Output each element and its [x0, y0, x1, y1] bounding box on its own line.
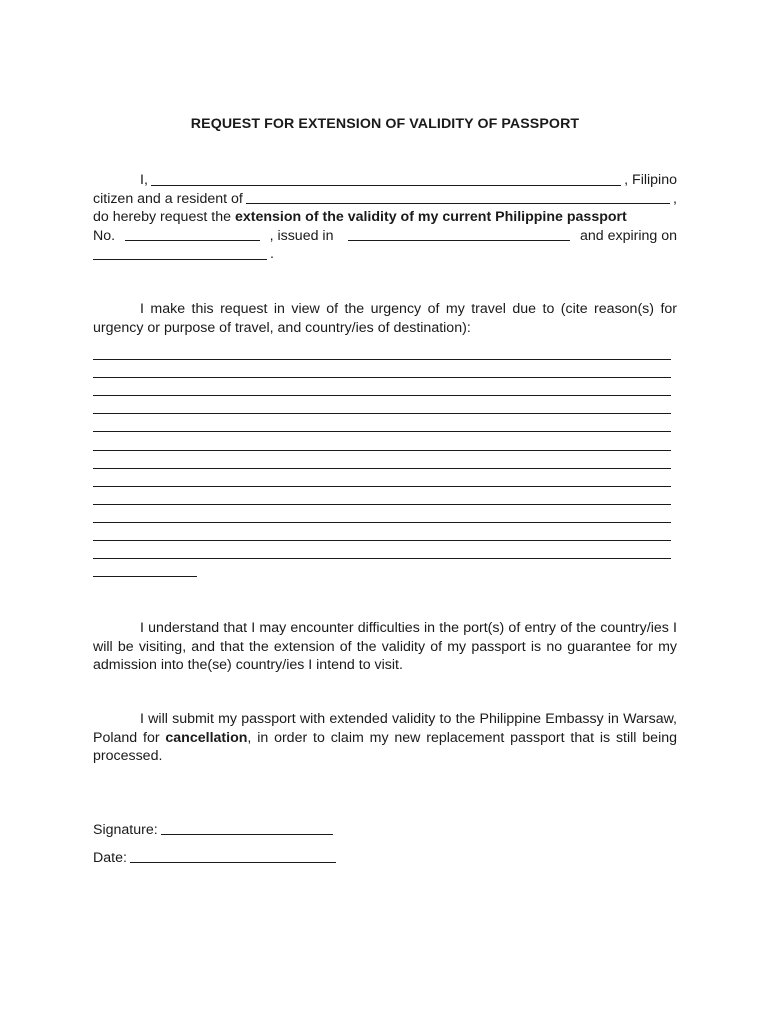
reason-line[interactable] [93, 414, 671, 432]
issued-in-label: , issued in [269, 227, 334, 244]
reason-line[interactable] [93, 505, 671, 523]
reason-line[interactable] [93, 469, 671, 487]
reason-line[interactable] [93, 360, 671, 378]
passport-number-field[interactable] [125, 227, 260, 242]
passport-details-line [93, 227, 677, 246]
expiry-date-field[interactable] [93, 245, 267, 260]
residence-field[interactable] [246, 190, 670, 205]
submission-text-bold: cancellation [165, 729, 248, 746]
expiry-line [93, 245, 677, 264]
signature-line [93, 820, 333, 838]
reason-line[interactable] [93, 378, 671, 396]
reason-line[interactable] [93, 487, 671, 505]
reason-lines[interactable] [93, 342, 671, 577]
submission-text-pre: I will submit my passport with extended validity to the Philippine Embassy in Warsaw, Poland for [93, 711, 677, 746]
submission-text-post: , in order to claim my new replacement passport that is still being processed. [93, 729, 677, 765]
reason-line[interactable] [93, 541, 671, 559]
expiry-period: . [270, 246, 274, 263]
signature-label: Signature: [93, 822, 158, 838]
request-line [93, 208, 677, 227]
reason-text: I make this request in view of the urgency of my travel due to (cite reason(s) for urgency or purpose of travel, and country/ies of destination): [93, 301, 677, 336]
full-name-field[interactable] [151, 171, 621, 186]
reason-line[interactable] [93, 432, 671, 450]
name-line [93, 171, 677, 190]
understanding-text: I understand that I may encounter difficulties in the port(s) of entry of the country/ies I will be visiting, and that the extension of the validity of my passport is no guarantee for my admission into the(se) country/ies I intend to visit. [93, 620, 677, 674]
issued-in-field[interactable] [348, 227, 570, 242]
request-bold-text: extension of the validity of my current Philippine passport [234, 209, 627, 226]
understanding-paragraph [93, 619, 677, 675]
submission-paragraph [93, 710, 677, 766]
reason-paragraph [93, 300, 677, 337]
reason-line-short[interactable] [93, 559, 197, 577]
residence-comma: , [673, 190, 677, 207]
residence-line [93, 190, 677, 209]
reason-line[interactable] [93, 342, 671, 360]
reason-line[interactable] [93, 523, 671, 541]
reason-line[interactable] [93, 451, 671, 469]
i-label: I, [140, 172, 148, 188]
no-label: No. [93, 227, 116, 244]
document-title: REQUEST FOR EXTENSION OF VALIDITY OF PASSPORT [190, 116, 580, 132]
nationality-label: , Filipino [624, 172, 677, 188]
declaration-paragraph [93, 171, 677, 264]
date-field[interactable] [130, 848, 336, 863]
expiring-on-label: and expiring on [579, 227, 677, 244]
date-label: Date: [93, 850, 127, 866]
citizen-label: citizen and a resident of [93, 190, 243, 207]
reason-line[interactable] [93, 396, 671, 414]
date-line [93, 848, 336, 866]
request-text: do hereby request the [93, 209, 235, 226]
signature-field[interactable] [161, 820, 333, 835]
